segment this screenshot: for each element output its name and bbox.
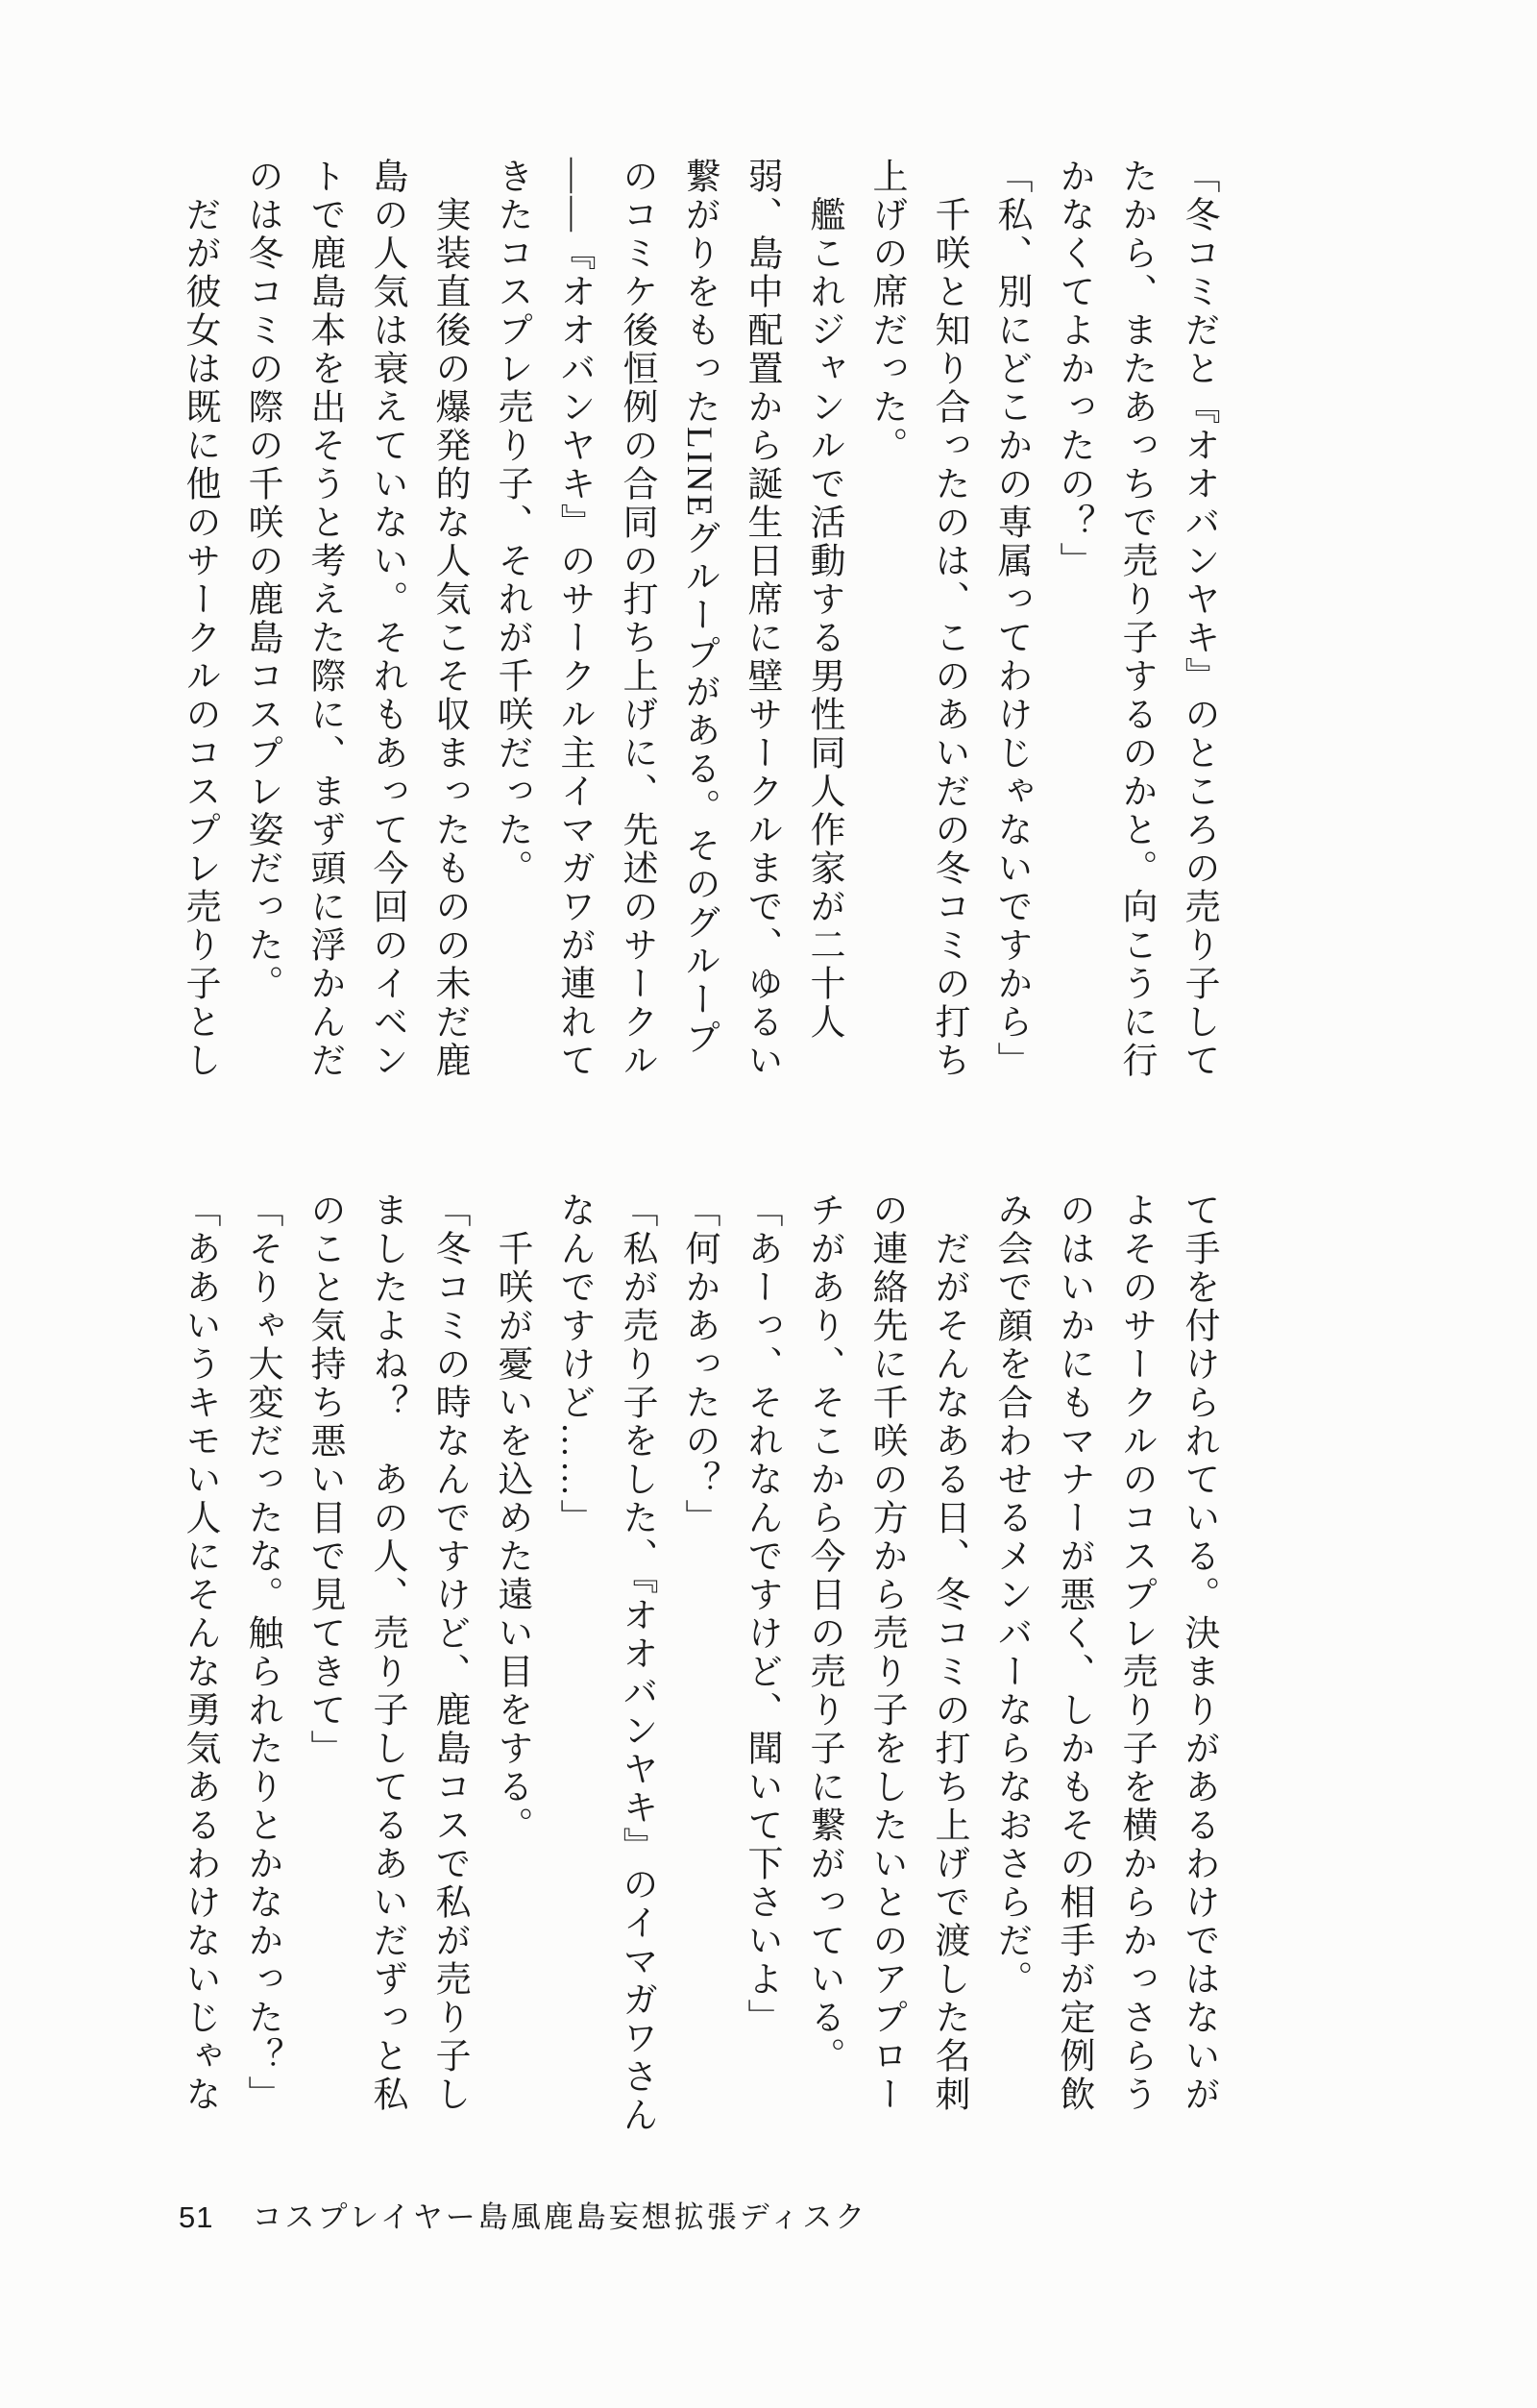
- page-footer: [179, 2193, 867, 2236]
- running-title: コスプレイヤー島風鹿島妄想拡張ディスク: [252, 2200, 868, 2234]
- vertical-text-block-top: 「冬コミだと『オオバンヤキ』のところの売り子して たから、またあっちで売り子するのかと。向こうに行 かなくてよかったの？」 「私、別にどこかの専属ってわけじゃないですから」 千咲と知り合ったのは、このあいだの冬コミの打ち 上げの席だった。 艦これジャンルで活動する男性同人作家が二十人 弱、島中配置から誕生日席に壁サークルまで、ゆるい 繋がりをもったLINEグループがある。そのグループ のコミケ後恒例の合同の打ち上げに、先述のサークル ――『オオバンヤキ』のサークル主イマガワが連れて きたコスプレ売り子、それが千咲だった。 実装直後の爆発的な人気こそ収まったものの未だ鹿 島の人気は衰えていない。それもあって今回のイベン トで鹿島本を出そうと考えた際に、まず頭に浮かんだ のは冬コミの際の千咲の鹿島コスプレ姿だった。 だが彼女は既に他のサークルのコスプレ売り子とし: [180, 158, 1218, 1080]
- page-number: 51: [179, 2200, 214, 2234]
- vertical-text-block-bottom: て手を付けられている。決まりがあるわけではないが よそのサークルのコスプレ売り子を横からかっさらう のはいかにもマナーが悪く、しかもその相手が定例飲 み会で顔を合わせるメンバーならなおさらだ。 だがそんなある日、冬コミの打ち上げで渡した名刺 の連絡先に千咲の方から売り子をしたいとのアプロー チがあり、そこから今日の売り子に繋がっている。 「あーっ、それなんですけど、聞いて下さいよ」 「何かあったの？」 「私が売り子をした、『オオバンヤキ』のイマガワさん なんですけど……」 千咲が憂いを込めた遠い目をする。 「冬コミの時なんですけど、鹿島コスで私が売り子し ましたよね？ あの人、売り子してるあいだずっと私 のこと気持ち悪い目で見てきて」 「そりゃ大変だったな。触られたりとかなかった？」 「ああいうキモい人にそんな勇気あるわけないじゃな: [180, 1192, 1218, 2135]
